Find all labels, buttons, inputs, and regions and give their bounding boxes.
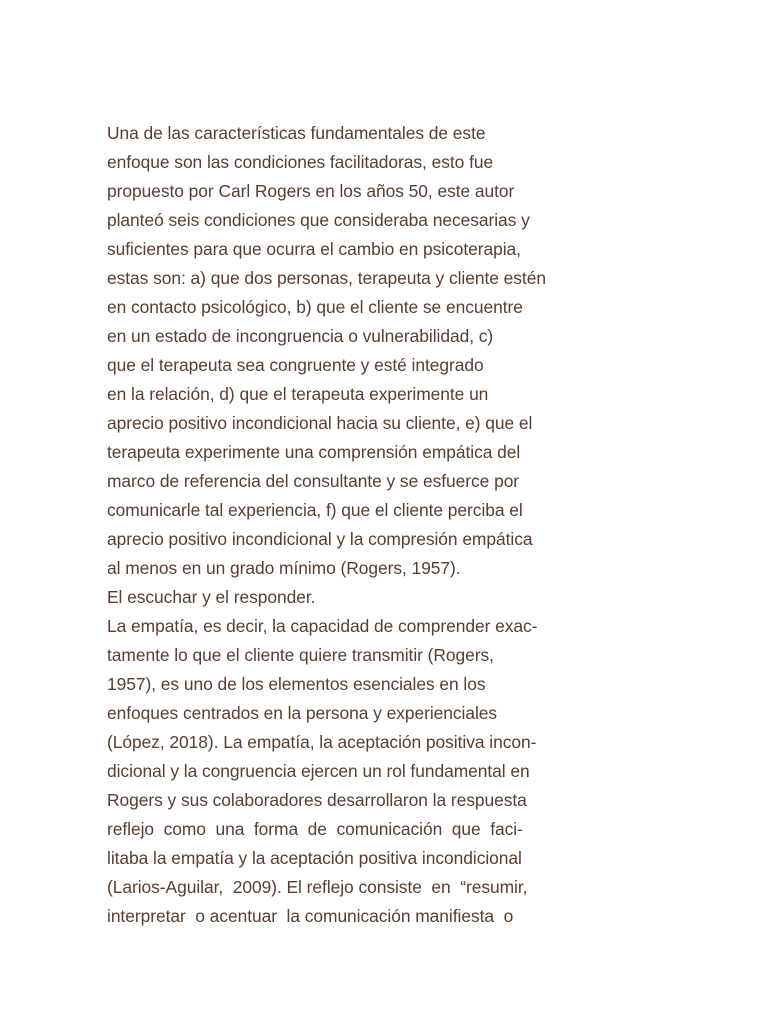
- text-line: aprecio positivo incondicional hacia su cliente, e) que el: [107, 413, 533, 433]
- text-line: que el terapeuta sea congruente y esté integrado: [107, 355, 484, 375]
- text-line: (Larios-Aguilar, 2009). El reflejo consiste en “resumir,: [107, 877, 528, 897]
- text-line: tamente lo que el cliente quiere transmitir (Rogers,: [107, 645, 494, 665]
- text-line: reflejo como una forma de comunicación que faci-: [107, 819, 523, 839]
- text-line: enfoques centrados en la persona y experienciales: [107, 703, 498, 723]
- text-line: en contacto psicológico, b) que el cliente se encuentre: [107, 297, 523, 317]
- text-line: interpretar o acentuar la comunicación manifiesta o: [107, 906, 514, 926]
- text-line: aprecio positivo incondicional y la compresión empática: [107, 529, 533, 549]
- text-line: en la relación, d) que el terapeuta experimente un: [107, 384, 489, 404]
- text-line: dicional y la congruencia ejercen un rol fundamental en: [107, 761, 530, 781]
- text-line: estas son: a) que dos personas, terapeuta y cliente estén: [107, 268, 546, 288]
- text-line: propuesto por Carl Rogers en los años 50, este autor: [107, 181, 515, 201]
- text-line: al menos en un grado mínimo (Rogers, 1957).: [107, 558, 461, 578]
- text-line: marco de referencia del consultante y se esfuerce por: [107, 471, 520, 491]
- text-line: enfoque son las condiciones facilitadoras, esto fue: [107, 152, 494, 172]
- body-text: [107, 119, 577, 931]
- text-line: terapeuta experimente una comprensión empática del: [107, 442, 521, 462]
- text-line: Una de las características fundamentales de este: [107, 123, 486, 143]
- text-line: suficientes para que ocurra el cambio en psicoterapia,: [107, 239, 521, 259]
- text-line: litaba la empatía y la aceptación positiva incondicional: [107, 848, 522, 868]
- text-line: La empatía, es decir, la capacidad de comprender exac-: [107, 616, 538, 636]
- text-line: 1957), es uno de los elementos esenciales en los: [107, 674, 486, 694]
- text-line: Rogers y sus colaboradores desarrollaron la respuesta: [107, 790, 527, 810]
- text-line: en un estado de incongruencia o vulnerabilidad, c): [107, 326, 494, 346]
- text-line: comunicarle tal experiencia, f) que el cliente perciba el: [107, 500, 523, 520]
- section-heading: El escuchar y el responder.: [107, 587, 316, 607]
- text-line: (López, 2018). La empatía, la aceptación positiva incon-: [107, 732, 537, 752]
- text-line: planteó seis condiciones que consideraba necesarias y: [107, 210, 530, 230]
